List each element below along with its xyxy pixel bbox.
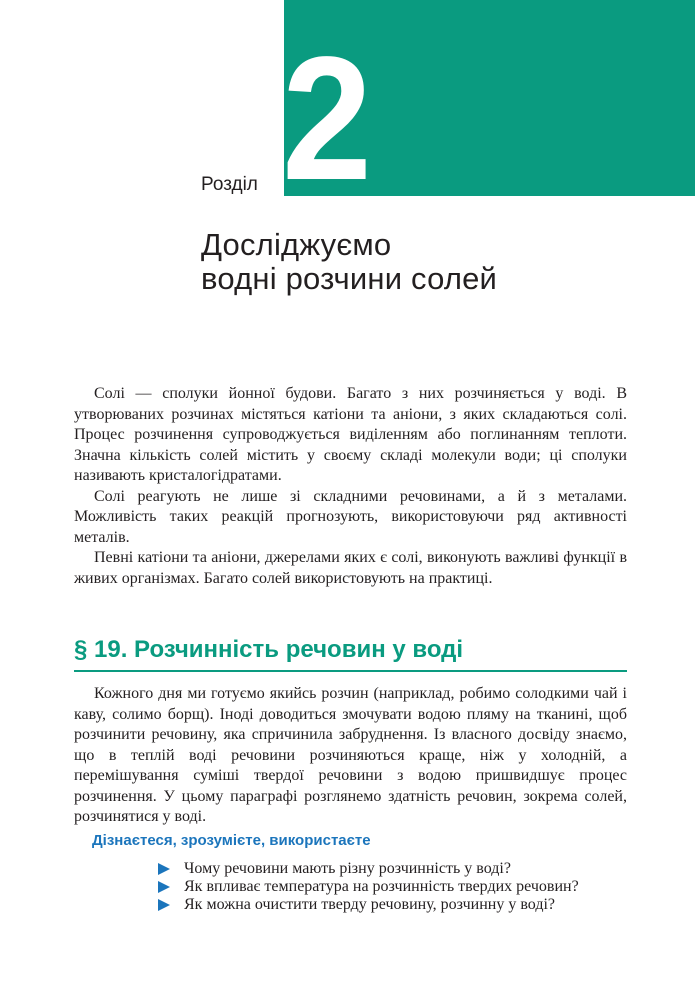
triangle-bullet-icon <box>158 881 170 893</box>
section-body <box>74 684 627 828</box>
chapter-label: Розділ <box>201 174 258 195</box>
triangle-bullet-icon <box>158 863 170 875</box>
goals-heading: Дізнаєтеся, зрозумієте, використаєте <box>92 832 371 849</box>
goal-item <box>158 896 579 914</box>
goal-item <box>158 878 579 896</box>
intro-paragraph: Солі — сполуки йонної будови. Багато з них розчиняється у воді. В утворюваних розчинах містяться катіони та аніони, з яких складаються солі. Процес розчинення супроводжується виділенням або поглинанням теплоти. Значна кількість солей містить у своєму складі молекули води; ці сполуки називають кристалогідратами. <box>74 385 627 484</box>
section-paragraph: Кожного дня ми готуємо якийсь розчин (наприклад, робимо солодкими чай і каву, солимо борщ). Іноді доводиться змочувати водою пляму на тканині, щоб розчинити речовину, яка спричинила забруднення. Із власного досвіду знаємо, що в теплій воді речовини розчиняються краще, ніж у холодній, а перемішування суміші твердої речовини з водою пришвидшує процес розчинення. У цьому параграфі розглянемо здатність речовин, зокрема солей, розчинятися у воді. <box>74 685 627 825</box>
chapter-number: 2 <box>282 21 373 217</box>
goal-text: Як можна очистити тверду речовину, розчинну у воді? <box>184 896 556 913</box>
chapter-title <box>201 228 497 296</box>
goals-list <box>158 860 579 914</box>
section-title: § 19. Розчинність речовин у воді <box>74 636 464 663</box>
section-divider <box>74 670 627 672</box>
chapter-title-line-1: Досліджуємо <box>201 227 392 262</box>
chapter-title-line-2: водні розчини солей <box>201 261 498 296</box>
goal-item <box>158 860 579 878</box>
intro-paragraph: Певні катіони та аніони, джерелами яких є солі, виконують важливі функції в живих організмах. Багато солей використовують на практиці. <box>74 549 627 587</box>
goal-text: Як впливає температура на розчинність твердих речовин? <box>184 878 579 895</box>
triangle-bullet-icon <box>158 899 170 911</box>
goal-text: Чому речовини мають різну розчинність у воді? <box>184 860 511 877</box>
intro-paragraph: Солі реагують не лише зі складними речовинами, а й з металами. Можливість таких реакцій прогнозують, використовуючи ряд активності металів. <box>74 487 627 546</box>
chapter-intro <box>74 384 627 589</box>
